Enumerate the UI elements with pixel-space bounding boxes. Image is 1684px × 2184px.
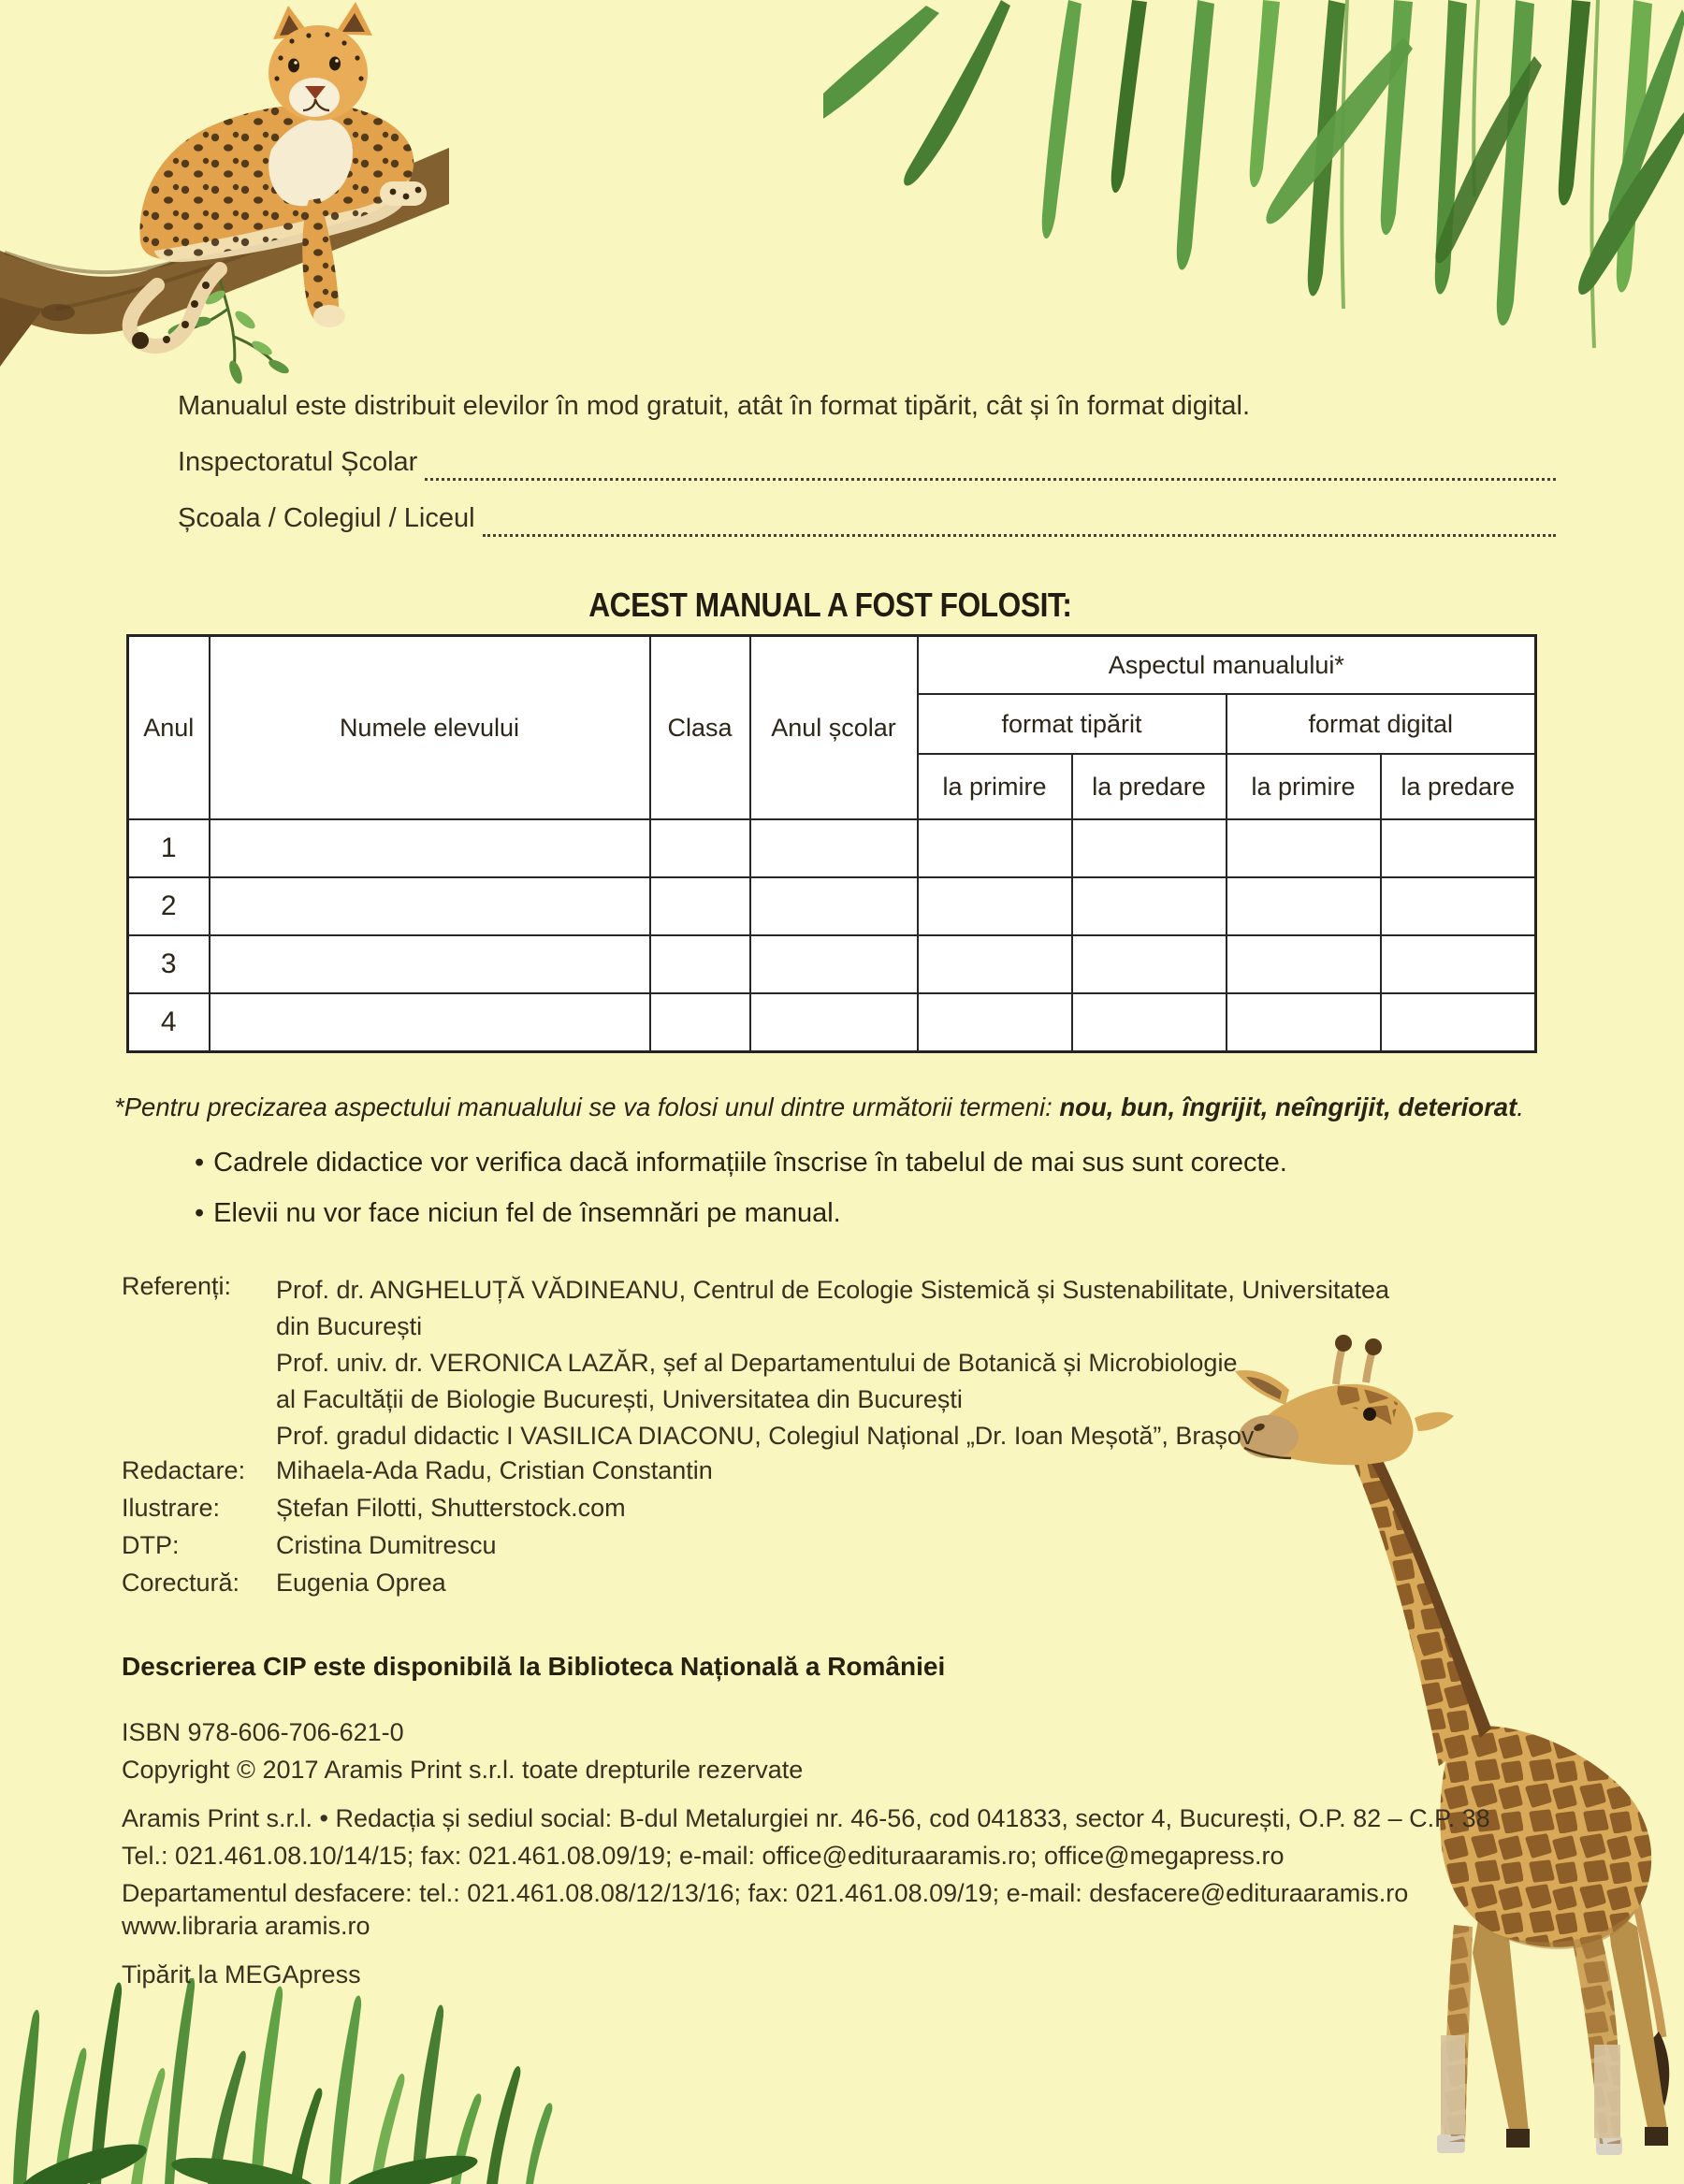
col-header-format-digital: format digital [1227, 694, 1536, 754]
table-row [128, 935, 1536, 993]
publisher-address-line: Aramis Print s.r.l. • Redacția și sediul social: B-dul Metalurgiei nr. 46-56, cod 041833, sector 4, București, O.P. 82 – C.P. 38 [122, 1804, 1490, 1832]
leopard-on-branch-icon [0, 0, 449, 393]
bullet-icon: • [195, 1148, 205, 1178]
leopard-illustration [0, 0, 449, 393]
credit-label: Ilustrare: [122, 1494, 221, 1522]
inspectorate-fill-line [178, 434, 1558, 490]
footnote-terms: nou, bun, îngrijit, neîngrijit, deteriorat [1059, 1092, 1517, 1121]
credit-value: Mihaela-Ada Radu, Cristian Constantin [276, 1456, 713, 1484]
col-header-la-primire-digital: la primire [1227, 754, 1381, 819]
empty-cell [1227, 819, 1381, 877]
empty-cell [750, 993, 918, 1052]
col-header-anul: Anul [128, 636, 210, 820]
referent-line: al Facultății de Biologie București, Universitatea din București [276, 1385, 963, 1413]
cip-notice: Descrierea CIP este disponibilă la Biblioteca Națională a României [122, 1652, 946, 1681]
empty-cell [210, 819, 650, 877]
isbn: ISBN 978-606-706-621-0 [122, 1718, 404, 1746]
school-fill-line [178, 490, 1558, 546]
empty-cell [918, 993, 1072, 1052]
referenti-label: Referenți: [122, 1272, 232, 1300]
school-label: Școala / Colegiul / Liceul [178, 503, 475, 533]
bullet-text: Elevii nu vor face niciun fel de însemnări pe manual. [213, 1198, 841, 1228]
bullet-icon: • [195, 1198, 205, 1228]
empty-cell [1227, 935, 1381, 993]
referent-line: Prof. dr. ANGHELUȚĂ VĂDINEANU, Centrul de Ecologie Sistemică și Sustenabilitate, Universitatea din București [276, 1276, 1389, 1340]
empty-cell [1072, 877, 1227, 935]
empty-cell [210, 877, 650, 935]
empty-cell [750, 819, 918, 877]
empty-cell [650, 877, 750, 935]
col-header-clasa: Clasa [650, 636, 750, 820]
credit-value: Ștefan Filotti, Shutterstock.com [276, 1494, 626, 1522]
row-number: 4 [128, 993, 210, 1052]
empty-cell [210, 993, 650, 1052]
usage-table-title: ACEST MANUAL A FOST FOLOSIT: [588, 586, 1072, 624]
bamboo-grass-icon [0, 1978, 655, 2184]
giraffe-icon [1198, 1328, 1684, 2184]
bamboo-top-right [823, 0, 1684, 355]
copyright: Copyright © 2017 Aramis Print s.r.l. toate drepturile rezervate [122, 1756, 804, 1784]
credit-row [122, 1564, 964, 1601]
credit-row [122, 1452, 964, 1489]
credit-label: Corectură: [122, 1569, 240, 1597]
aspect-footnote [114, 1092, 1574, 1122]
empty-cell [650, 993, 750, 1052]
col-header-format-tiparit: format tipărit [918, 694, 1227, 754]
distribution-intro [178, 378, 1558, 546]
bamboo-bottom-left [0, 1978, 655, 2184]
dotted-leader [483, 534, 1556, 537]
empty-cell [918, 877, 1072, 935]
empty-cell [650, 935, 750, 993]
publisher-contact-line: Tel.: 021.461.08.10/14/15; fax: 021.461.08.09/19; e-mail: office@edituraaramis.ro; office@megapress.ro [122, 1842, 1285, 1870]
row-number: 3 [128, 935, 210, 993]
empty-cell [750, 935, 918, 993]
col-header-numele-elevului: Numele elevului [210, 636, 650, 820]
col-header-la-predare-digital: la predare [1381, 754, 1536, 819]
publisher-sales-line: Departamentul desfacere: tel.: 021.461.08.08/12/13/16; fax: 021.461.08.09/19; e-mail: desfacere@edituraaramis.ro [122, 1879, 1409, 1907]
giraffe-illustration [1198, 1328, 1684, 2184]
referent-line: Prof. gradul didactic I VASILICA DIACONU, Colegiul Național „Dr. Ioan Meșotă”, Brașov [276, 1422, 1255, 1450]
empty-cell [650, 819, 750, 877]
footnote-prefix: *Pentru precizarea aspectului manualului se va folosi unul dintre următorii termeni: [114, 1092, 1060, 1121]
publisher-address-block [122, 1800, 1490, 1912]
empty-cell [1381, 935, 1536, 993]
empty-cell [1381, 877, 1536, 935]
empty-cell [1072, 993, 1227, 1052]
isbn-copyright-block [122, 1714, 803, 1788]
row-number: 1 [128, 819, 210, 877]
usage-table [126, 634, 1537, 1053]
bullet-text: Cadrele didactice vor verifica dacă informațiile înscrise în tabelul de mai sus sunt corecte. [213, 1148, 1287, 1178]
intro-line: Manualul este distribuit elevilor în mod gratuit, atât în format tipărit, cât și în format digital. [178, 391, 1251, 421]
usage-table-wrapper [126, 634, 1537, 1053]
col-header-la-predare-tiparit: la predare [1072, 754, 1227, 819]
empty-cell [210, 935, 650, 993]
dotted-leader [425, 478, 1556, 481]
bamboo-leaves-icon [823, 0, 1684, 355]
empty-cell [1227, 993, 1381, 1052]
empty-cell [1227, 877, 1381, 935]
inspectorate-label: Inspectoratul Școlar [178, 447, 418, 477]
table-row [128, 819, 1536, 877]
referenti-list [276, 1272, 1399, 1454]
empty-cell [918, 935, 1072, 993]
empty-cell [1072, 819, 1227, 877]
credit-value: Eugenia Oprea [276, 1569, 446, 1597]
credit-row [122, 1489, 964, 1526]
rules-bullets [195, 1137, 1504, 1238]
col-header-aspect-group: Aspectul manualului* [918, 636, 1536, 695]
credits-list [122, 1452, 964, 1601]
footnote-suffix: . [1517, 1092, 1524, 1121]
bullet-item [195, 1188, 1504, 1238]
printed-at: Tipărit la MEGApress [122, 1960, 361, 1989]
row-number: 2 [128, 877, 210, 935]
referent-line: Prof. univ. dr. VERONICA LAZĂR, șef al Departamentului de Botanică și Microbiologie [276, 1349, 1238, 1377]
empty-cell [750, 877, 918, 935]
col-header-la-primire-tiparit: la primire [918, 754, 1072, 819]
credit-label: DTP: [122, 1531, 180, 1559]
credit-label: Redactare: [122, 1456, 246, 1484]
empty-cell [1381, 819, 1536, 877]
publisher-website: www.libraria aramis.ro [122, 1912, 370, 1940]
empty-cell [1072, 935, 1227, 993]
empty-cell [918, 819, 1072, 877]
bullet-item [195, 1137, 1504, 1188]
col-header-anul-scolar: Anul școlar [750, 636, 918, 820]
credit-row [122, 1526, 964, 1564]
table-row [128, 877, 1536, 935]
empty-cell [1381, 993, 1536, 1052]
table-row [128, 993, 1536, 1052]
credit-value: Cristina Dumitrescu [276, 1531, 497, 1559]
